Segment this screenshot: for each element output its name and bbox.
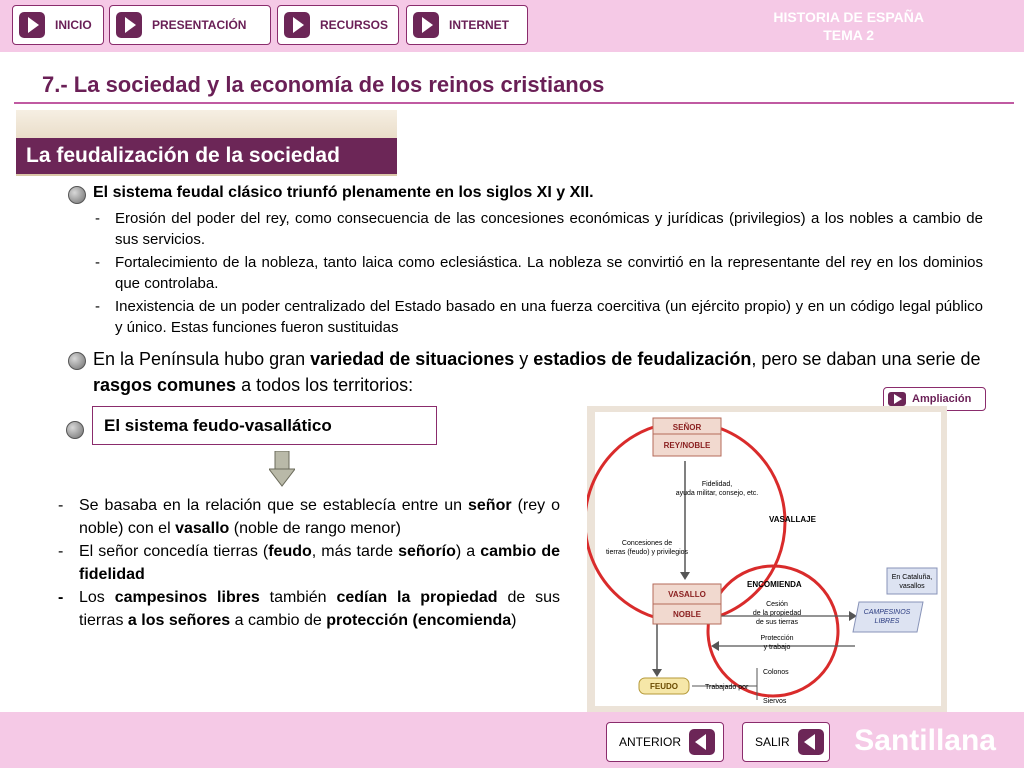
recursos-button[interactable] [277,5,399,45]
presentacion-button[interactable] [109,5,271,45]
colonos-label: Colonos [763,669,789,676]
bottom-bar [0,712,1024,768]
back-arrow-icon [689,729,715,755]
ampliacion-label: Ampliación [912,393,972,405]
list-item [95,252,983,294]
play-icon [413,12,439,38]
dash: - [95,254,100,271]
play-icon [116,12,142,38]
noble-label: NOBLE [673,610,701,619]
fidelidad-label: Fidelidad, [701,481,733,488]
encomienda-label: ENCOMIENDA [747,580,802,589]
presentacion-label: PRESENTACIÓN [152,18,247,32]
proteccion-label: Protección [760,635,794,642]
campesinos-label: CAMPESINOS [863,609,911,616]
proteccion-detail: y trabajo [763,644,791,651]
feudal-diagram [587,406,947,712]
vasallaje-label: VASALLAJE [769,515,816,524]
bullet-icon [68,352,86,370]
list-item: - Los campesinos libres también cedían la propiedad de sus tierras a los señores a cambio de protección (encomienda) [58,589,561,629]
section-title: La feudalización de la sociedad [26,144,340,167]
feudo-list [58,494,560,632]
internet-button[interactable] [406,5,528,45]
list-item: - Se basaba en la relación que se establecía entre un señor (rey o noble) con el vasallo (noble de rango menor) [58,497,561,537]
concesiones-label: Concesiones de [621,540,673,547]
section-header [16,110,397,176]
page-title: 7.- La sociedad y la economía de los reinos cristianos [42,72,605,97]
concesiones-detail: tierras (feudo) y privilegios [605,549,689,556]
campesinos-detail: LIBRES [874,618,900,625]
course-title: HISTORIA DE ESPAÑA [773,9,924,25]
back-arrow-icon [798,729,824,755]
course-header [773,8,924,44]
rey-noble-label: REY/NOBLE [663,441,711,450]
feudo-label: FEUDO [650,682,678,691]
senor-label: SEÑOR [672,423,702,432]
internet-label: INTERNET [449,18,509,32]
siervos-label: Siervos [763,698,787,705]
bullet2-text: En la Península hubo gran variedad de situaciones y estadios de feudalización, pero se daban una serie de rasgos comunes a todos los territorios: [93,349,981,395]
play-icon [888,392,906,406]
top-bar [0,0,1024,52]
cesion-detail-2: de sus tierras [755,619,799,626]
list-item [95,296,983,338]
bullet-icon [66,421,84,439]
bullet-icon [68,186,86,204]
feudal-diagram-svg [587,406,947,712]
recursos-label: RECURSOS [320,18,389,32]
brand-logo: Santillana [854,724,996,757]
section-title-bar [16,138,397,174]
inicio-label: INICIO [55,18,92,32]
feudo-vasallatico-title: El sistema feudo-vasallático [104,416,332,435]
course-unit: TEMA 2 [823,27,875,43]
cesion-label: Cesión [766,601,788,608]
inicio-button[interactable] [12,5,104,45]
title-divider [14,102,1014,104]
play-icon [19,12,45,38]
play-icon [284,12,310,38]
list-item: - El señor concedía tierras (feudo, más tarde señorío) a cambio de fidelidad [58,543,560,583]
dash: - [95,298,100,315]
campesinos-box [853,602,923,632]
cataluna-label: En Cataluña, [891,574,933,581]
arrow-down-icon [269,451,295,487]
salir-button[interactable] [742,722,830,762]
vasallo-label: VASALLO [668,590,706,599]
list-item-text: Erosión del poder del rey, como consecuencia de las concesiones económicas y jurídicas (privilegios) a los nobles a cambio de sus servicios. [115,210,983,248]
cesion-detail: de la propiedad [752,610,802,617]
trabajado-label: Trabajado por [705,684,749,691]
diagram-canvas [595,412,941,706]
anterior-label: ANTERIOR [619,735,682,749]
cataluna-detail: vasallos [899,583,925,590]
list-item-text: Inexistencia de un poder centralizado del Estado basado en una fuerza coercitiva (un ejército propio) y en un código legal público y único. Estas funciones fueron sustituidas [115,298,983,336]
list-item [95,208,983,250]
fidelidad-detail: ayuda militar, consejo, etc. [675,490,759,497]
salir-label: SALIR [755,735,790,749]
bullet1-title: El sistema feudal clásico triunfó plenamente en los siglos XI y XII. [93,184,594,201]
anterior-button[interactable] [606,722,724,762]
cataluna-box [887,568,937,594]
dash: - [95,210,100,227]
feudo-vasallatico-box [92,406,437,445]
list-item-text: Fortalecimiento de la nobleza, tanto laica como eclesiástica. La nobleza se convirtió en la representante del rey en los dominios que controlaba. [115,254,983,292]
